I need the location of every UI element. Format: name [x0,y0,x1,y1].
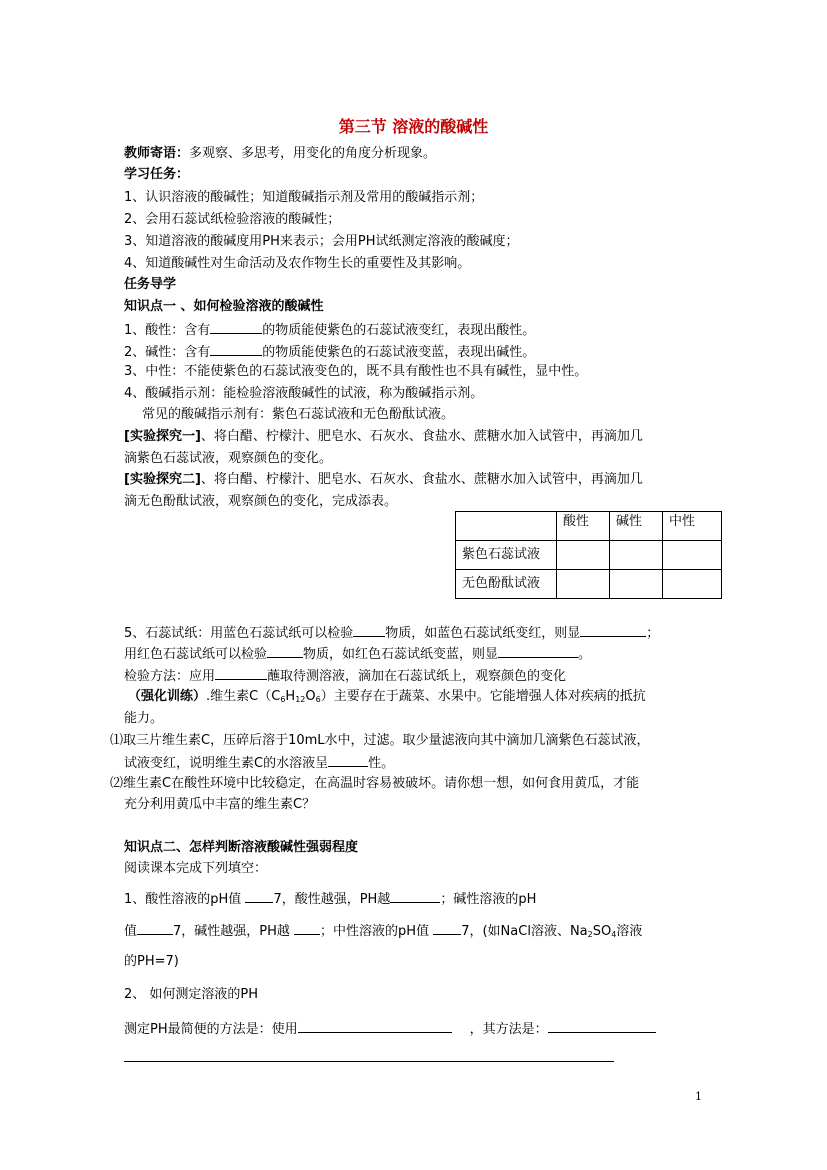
training-label: （强化训练） [128,689,207,704]
text: 物质，如红色石蕊试纸变蓝，则显 [303,647,499,662]
text: ； [646,626,660,641]
text: 。 [578,647,592,662]
question-1: ⑴取三片维生素C，压碎后溶于10mL水中，过滤。取少量滤液向其中滴加几滴紫色石蕊试液， [110,733,650,748]
teacher-note [124,145,436,163]
text: O [305,689,316,704]
blank[interactable] [298,1019,452,1033]
text: ，其方法是： [469,1022,548,1037]
subscript: 12 [295,695,306,704]
text: 用红色石蕊试纸可以检验 [124,647,268,662]
blank[interactable] [328,753,368,767]
text: 2、碱性：含有 [124,345,211,360]
experiment-1 [124,428,643,446]
table-header-cell: 酸性 [557,512,610,541]
blank[interactable] [580,623,646,637]
blank[interactable] [215,666,267,680]
ph-line-1 [124,889,536,909]
litmus-line-2 [124,644,591,664]
teacher-label: 教师寄语： [124,146,190,161]
experiment-2 [124,471,643,489]
subscript: 4 [611,930,617,939]
table-row [456,570,722,599]
text: 测定PH最简便的方法是：使用 [124,1022,298,1037]
text: 试液变红，说明维生素C的水溶液呈 [124,756,329,771]
question-1-cont [124,753,394,773]
text: 物质，如蓝色石蕊试纸变红，则显 [385,626,581,641]
text: 的物质能使紫色的石蕊试液变红，表现出酸性。 [262,323,536,338]
table-cell[interactable] [610,570,663,599]
experiment-label: [实验探究二] [124,472,201,487]
text: 、将白醋、柠檬汁、肥皂水、石灰水、食盐水、蔗糖水加入试管中，再滴加几 [200,472,643,487]
ph-line-2 [124,921,642,944]
text: 性。 [368,756,395,771]
subscript: 2 [587,930,593,939]
text: 7，(如NaCl溶液、Na [461,924,588,939]
kp2-heading: 知识点二、怎样判断溶液酸碱性强弱程度 [124,840,359,855]
measure-heading: 2、 如何测定溶液的PH [124,987,259,1002]
ph-line-3: 的PH=7) [124,954,179,969]
text: 蘸取待测溶液，滴加在石蕊试纸上，观察颜色的变化 [267,669,567,684]
blank[interactable] [498,644,578,658]
table-cell: 紫色石蕊试液 [456,541,557,570]
subscript: 6 [280,695,286,704]
text: SO [592,924,612,939]
task-item: 2、会用石蕊试纸检验溶液的酸碱性； [124,212,341,227]
test-method [124,666,566,686]
text: 1、酸性溶液的pH值 [124,892,246,907]
kp1-heading: 知识点一 、如何检验溶液的酸碱性 [124,299,324,314]
text: .维生素C（C [206,689,281,704]
table-cell: 无色酚酞试液 [456,570,557,599]
teacher-text: 多观察、多思考，用变化的角度分析现象。 [189,146,437,161]
blank[interactable] [245,889,273,903]
neutral-line: 3、中性：不能使紫色的石蕊试液变色的，既不具有酸性也不具有碱性，显中性。 [124,364,588,379]
text: ；中性溶液的pH值 [320,924,434,939]
table-cell[interactable] [610,541,663,570]
blank[interactable] [548,1019,656,1033]
text: 的物质能使紫色的石蕊试液变蓝，表现出碱性。 [262,345,536,360]
litmus-line-1 [124,623,659,643]
base-line [124,342,535,362]
text: 7，碱性越强，PH越 [173,924,295,939]
table-header-cell [456,512,557,541]
table-header-cell: 碱性 [610,512,663,541]
task-item: 3、知道溶液的酸碱度用PH来表示；会用PH试纸测定溶液的酸碱度； [124,234,519,249]
table-cell[interactable] [557,541,610,570]
task-item: 4、知道酸碱性对生命活动及农作物生长的重要性及其影响。 [124,256,471,271]
table-cell[interactable] [663,541,722,570]
text: 7，酸性越强，PH越 [273,892,391,907]
common-indicators: 常见的酸碱指示剂有：紫色石蕊试液和无色酚酞试液。 [142,407,455,422]
blank[interactable] [294,921,320,935]
blank[interactable] [267,644,303,658]
experiment-2-cont: 滴无色酚酞试液，观察颜色的变化，完成添表。 [124,494,398,509]
blank[interactable] [210,342,262,356]
subscript: 6 [315,695,321,704]
table-header-row [456,512,722,541]
text: H [285,689,296,704]
text: 检验方法：应用 [124,669,216,684]
page-title: 第三节 溶液的酸碱性 [338,117,489,136]
measure-line [124,1019,656,1039]
text: 1、酸性：含有 [124,323,211,338]
table-header-cell: 中性 [663,512,722,541]
kp2-instruction: 阅读课本完成下列填空： [124,861,268,876]
text: ）主要存在于蔬菜、水果中。它能增强人体对疾病的抵抗 [320,689,646,704]
table-cell[interactable] [557,570,610,599]
text: 、将白醋、柠檬汁、肥皂水、石灰水、食盐水、蔗糖水加入试管中，再滴加几 [200,429,643,444]
table-row [456,541,722,570]
blank[interactable] [210,320,262,334]
blank[interactable] [137,921,173,935]
acid-line [124,320,535,340]
text: 溶液 [616,924,643,939]
blank[interactable] [390,889,440,903]
question-2-cont: 充分利用黄瓜中丰富的维生素C？ [124,797,316,812]
experiment-label: [实验探究一] [124,429,201,444]
tasks-heading: 学习任务： [124,167,190,182]
indicator-table [455,511,722,599]
question-2: ⑵维生素C在酸性环境中比较稳定，在高温时容易被破坏。请你想一想，如何食用黄瓜，才能 [110,776,640,791]
training-line-cont: 能力。 [124,711,164,726]
text: 值 [124,924,138,939]
text: 5、石蕊试纸：用蓝色石蕊试纸可以检验 [124,626,354,641]
indicator-line: 4、酸碱指示剂：能检验溶液酸碱性的试液，称为酸碱指示剂。 [124,386,484,401]
page-number: 1 [695,1090,702,1103]
answer-line[interactable] [124,1061,614,1062]
text: ；碱性溶液的pH [440,892,537,907]
table-cell[interactable] [663,570,722,599]
training-line [128,688,646,709]
experiment-1-cont: 滴紫色石蕊试液，观察颜色的变化。 [124,451,333,466]
guide-heading: 任务导学 [124,277,177,292]
blank[interactable] [353,623,385,637]
task-item: 1、认识溶液的酸碱性；知道酸碱指示剂及常用的酸碱指示剂； [124,190,484,205]
blank[interactable] [433,921,461,935]
